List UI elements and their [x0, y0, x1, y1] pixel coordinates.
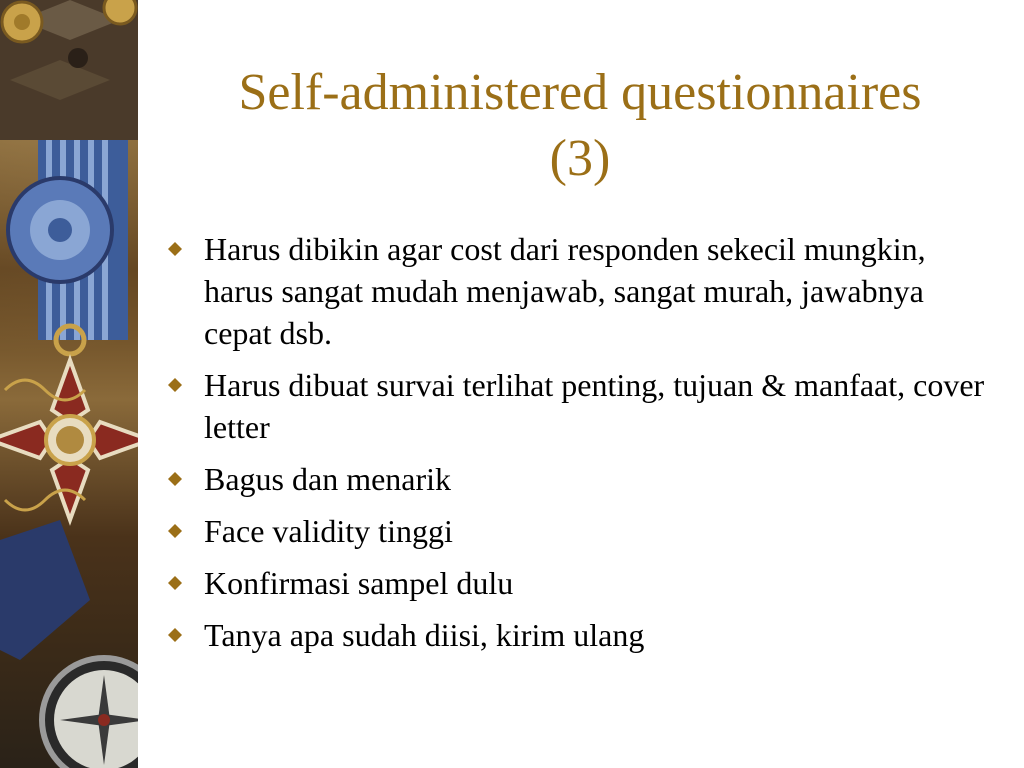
bullet-text: Tanya apa sudah diisi, kirim ulang: [204, 617, 645, 653]
diamond-bullet-icon: [168, 628, 182, 642]
diamond-bullet-icon: [168, 524, 182, 538]
list-item: [168, 228, 998, 354]
list-item: [168, 562, 998, 604]
list-item: [168, 364, 998, 448]
title-line: (3): [549, 130, 611, 187]
diamond-bullet-icon: [168, 576, 182, 590]
decorative-collage-icon: [0, 0, 138, 768]
list-item: [168, 458, 998, 500]
diamond-bullet-icon: [168, 378, 182, 392]
diamond-bullet-icon: [168, 472, 182, 486]
bullet-text: Harus dibuat survai terlihat penting, tujuan & manfaat, cover letter: [204, 367, 985, 445]
slide-title: [160, 60, 1000, 192]
list-item: [168, 614, 998, 656]
title-line: Self-administered questionnaires: [238, 64, 922, 121]
medal-and-compass-image: [0, 0, 138, 768]
list-item: [168, 510, 998, 552]
bullet-list: [168, 228, 998, 666]
bullet-text: Face validity tinggi: [204, 513, 453, 549]
bullet-text: Bagus dan menarik: [204, 461, 452, 497]
bullet-text: Harus dibikin agar cost dari responden sekecil mungkin, harus sangat mudah menjawab, sangat murah, jawabnya cepat dsb.: [204, 231, 926, 351]
bullet-text: Konfirmasi sampel dulu: [204, 565, 514, 601]
diamond-bullet-icon: [168, 242, 182, 256]
